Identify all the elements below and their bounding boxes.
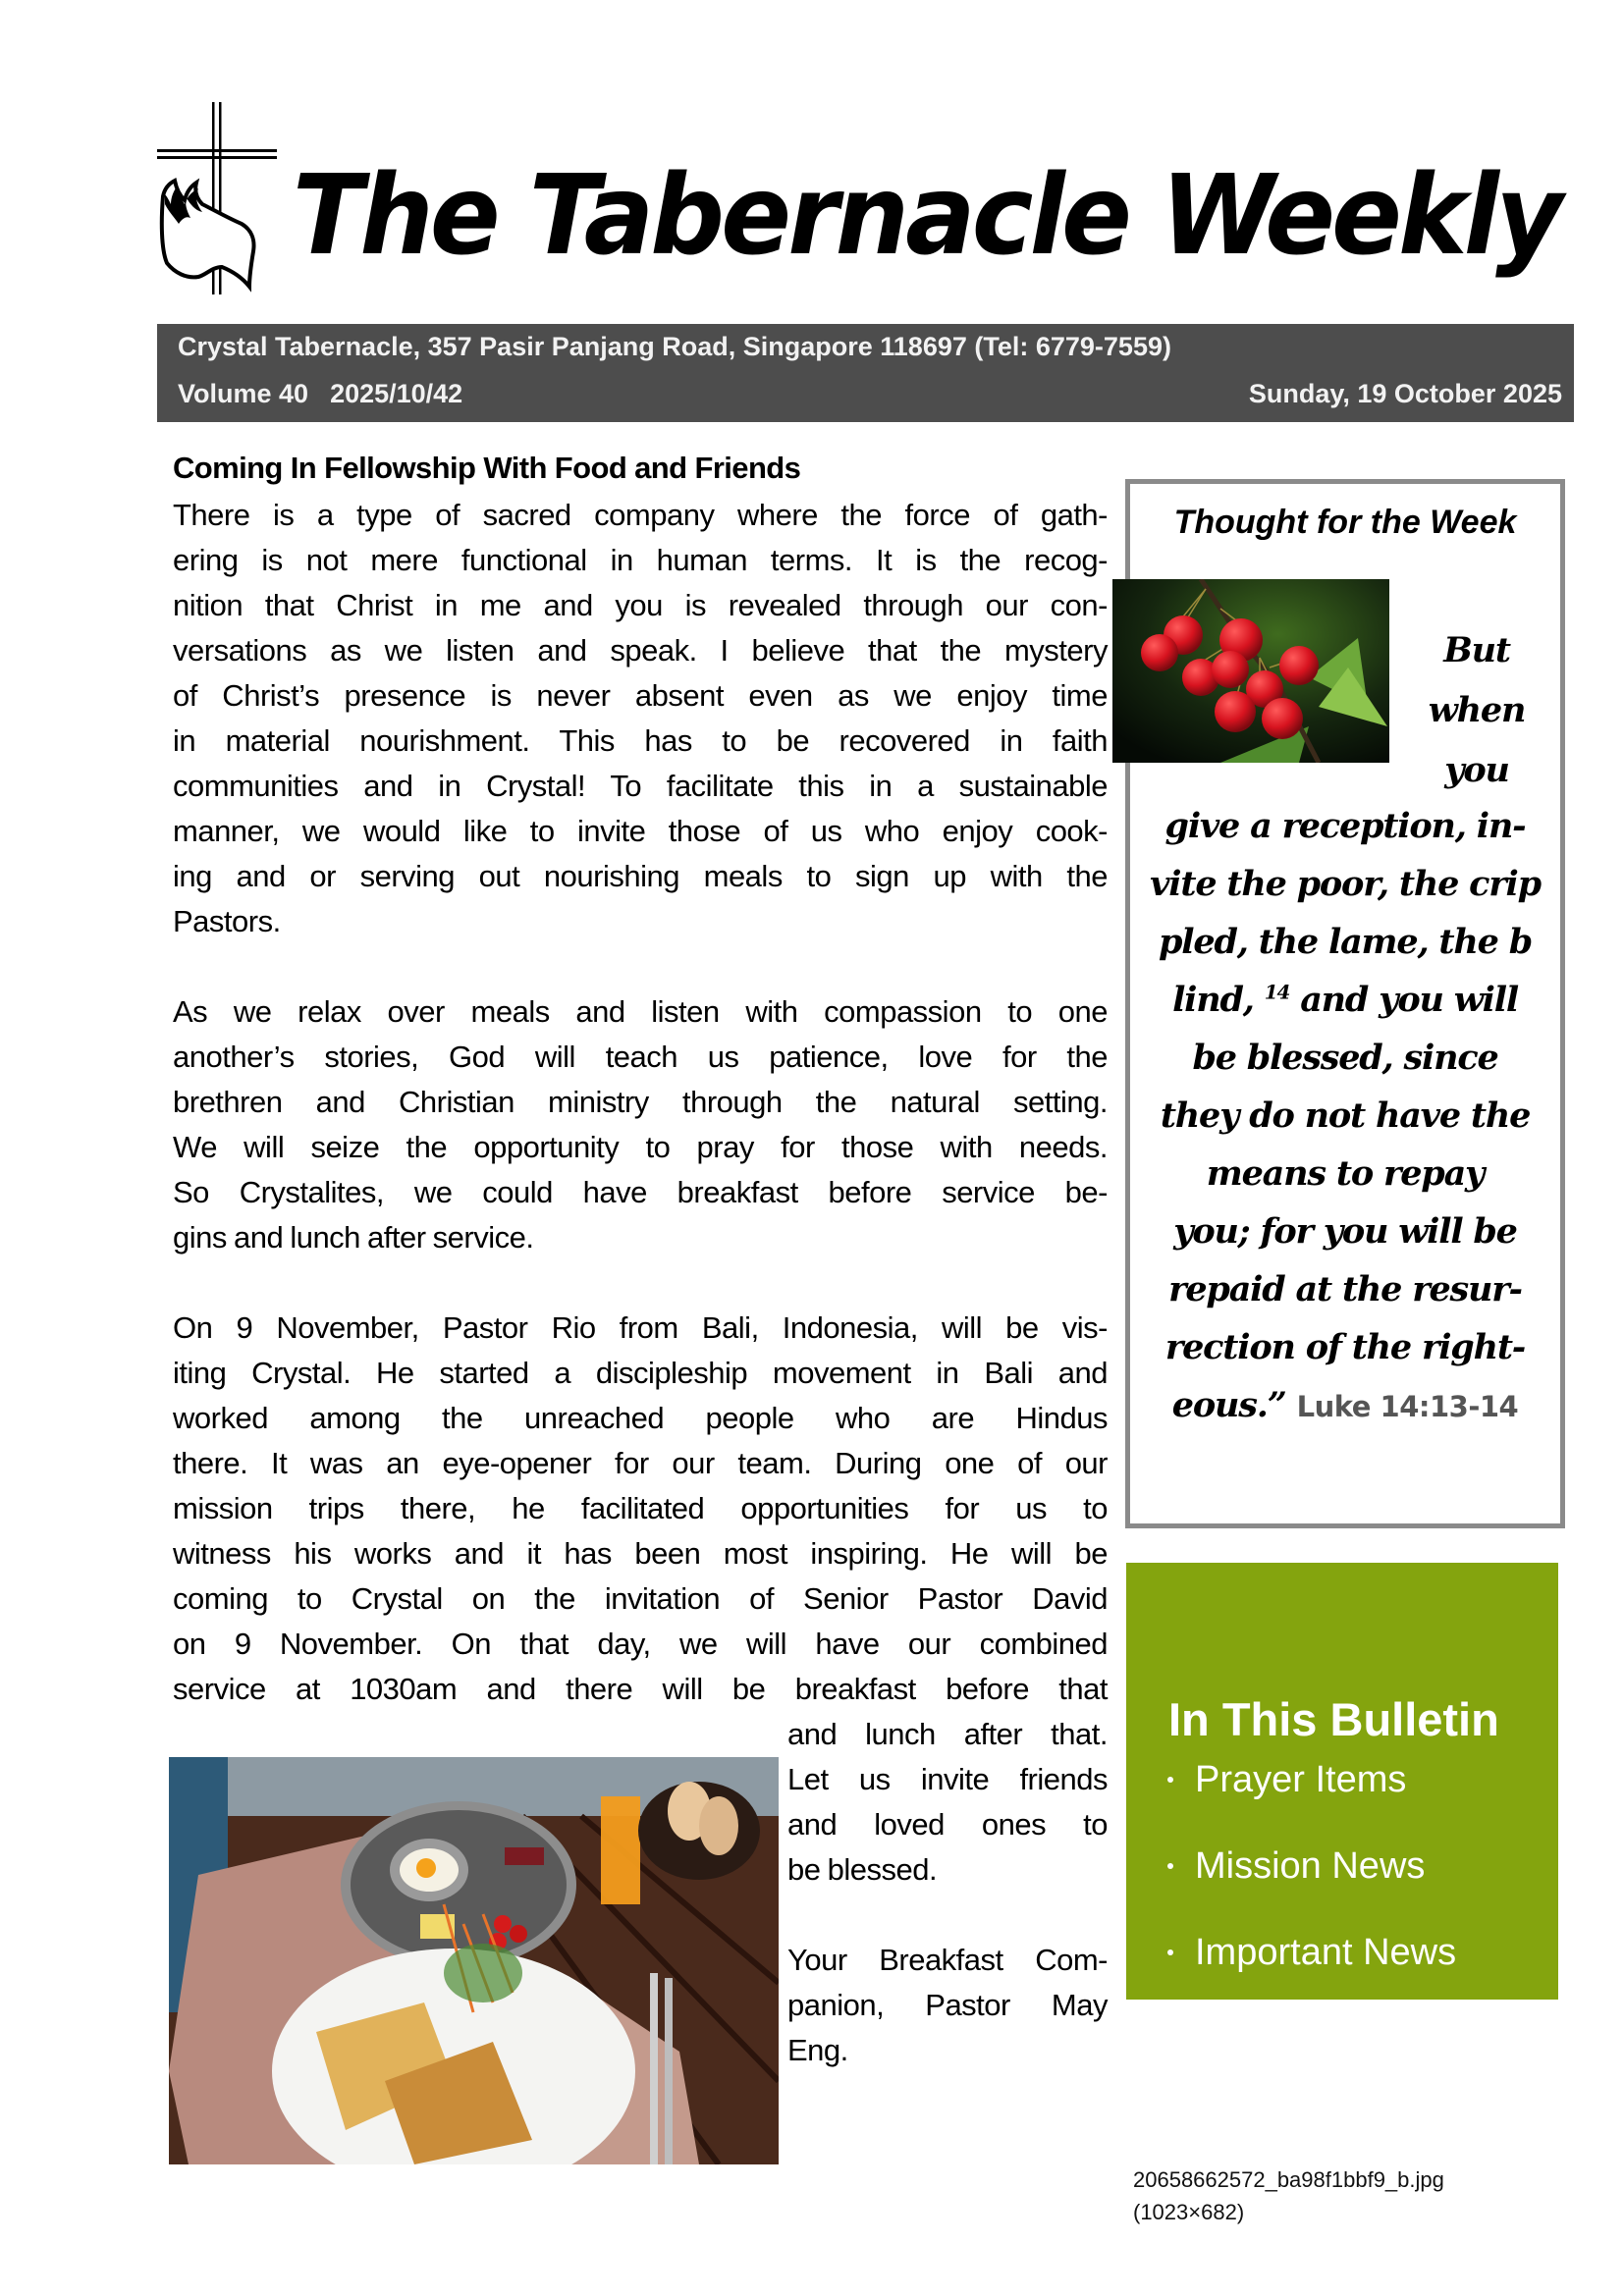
signature-line: Your Breakfast Com- <box>787 1943 1108 1977</box>
article-line: worked among the unreached people who are Hindus <box>173 1401 1108 1435</box>
article-line: versations as we listen and speak. I believe that the mystery <box>173 633 1108 667</box>
bulletin-title: In This Bulletin <box>1168 1693 1499 1745</box>
article-line: service at 1030am and there will be breakfast before that <box>173 1672 1108 1706</box>
article-line: communities and in Crystal! To facilitate this in a sustainable <box>173 769 1108 803</box>
bullet-icon <box>1167 1949 1173 1955</box>
verse-line: be blessed, since <box>1192 1038 1498 1078</box>
verse-text: lind, <box>1172 980 1254 1020</box>
signature-line: Eng. <box>787 2033 848 2067</box>
verse-text: eous.” <box>1171 1385 1286 1425</box>
article-line: So Crystalites, we could have breakfast before service be- <box>173 1175 1108 1209</box>
article-line: in material nourishment. This has to be recovered in faith <box>173 723 1108 758</box>
image-caption <box>1133 2163 1444 2228</box>
article-line: another’s stories, God will teach us patience, love for the <box>173 1040 1108 1074</box>
article-line: and lunch after that. <box>787 1717 1108 1751</box>
verse-line: But <box>1443 630 1510 670</box>
article-line: of Christ’s presence is never absent even as we enjoy time <box>173 678 1108 713</box>
bulletin-item-label: Prayer Items <box>1195 1759 1407 1800</box>
red-cherries-photo <box>1112 579 1389 763</box>
article-line: coming to Crystal on the invitation of Senior Pastor David <box>173 1581 1108 1616</box>
verse-reference: Luke 14:13-14 <box>1296 1390 1519 1423</box>
bulletin-item-prayer-items[interactable] <box>1167 1757 1406 1802</box>
article-line: manner, we would like to invite those of us who enjoy cook- <box>173 814 1108 848</box>
article-line: on 9 November. On that day, we will have our combined <box>173 1627 1108 1661</box>
volume-label: Volume 40 <box>178 379 309 408</box>
verse-line: they do not have the <box>1160 1095 1531 1136</box>
thought-heading: Thought for the Week <box>1173 504 1517 541</box>
issue-date: Sunday, 19 October 2025 <box>1248 379 1562 408</box>
article-line: mission trips there, he facilitated opportunities for us to <box>173 1491 1108 1525</box>
article-line: We will seize the opportunity to pray for those with needs. <box>173 1130 1108 1164</box>
verse-line <box>1135 1376 1555 1436</box>
verse-line: pled, the lame, the b <box>1159 922 1532 962</box>
verse-line <box>1135 971 1555 1029</box>
article-line: There is a type of sacred company where the force of gath- <box>173 498 1108 532</box>
verse-line: means to repay <box>1206 1153 1485 1194</box>
article-line: brethren and Christian ministry through the natural setting. <box>173 1085 1108 1119</box>
cross-with-dove-flame-icon <box>157 102 277 294</box>
article-line: Let us invite friends <box>787 1762 1108 1796</box>
verse-line: vite the poor, the crip <box>1150 864 1541 904</box>
article-line: gins and lunch after service. <box>173 1220 534 1255</box>
bullet-icon <box>1167 1777 1173 1783</box>
bulletin-item-label: Mission News <box>1195 1845 1426 1887</box>
article-line: ing and or serving out nourishing meals to sign up with the <box>173 859 1108 893</box>
issue-number: 2025/10/42 <box>330 379 463 408</box>
article-line: be blessed. <box>787 1852 938 1887</box>
newsletter-title: The Tabernacle Weekly <box>293 152 1560 280</box>
article-line: ering is not mere functional in human terms. It is the recog- <box>173 543 1108 577</box>
article-line: Pastors. <box>173 904 281 938</box>
church-address: Crystal Tabernacle, 357 Pasir Panjang Road, Singapore 118697 (Tel: 6779-7559) <box>178 332 1171 361</box>
article-heading: Coming In Fellowship With Food and Friends <box>173 451 801 485</box>
article-line: there. It was an eye-opener for our team. During one of our <box>173 1446 1108 1480</box>
article-line: witness his works and it has been most inspiring. He will be <box>173 1536 1108 1571</box>
verse-text: and you will <box>1300 980 1518 1020</box>
bulletin-item-label: Important News <box>1195 1932 1457 1973</box>
verse-line: when <box>1428 690 1526 730</box>
signature-line: panion, Pastor May <box>787 1988 1108 2022</box>
article-line: iting Crystal. He started a discipleship movement in Bali and <box>173 1356 1108 1390</box>
article-line: As we relax over meals and listen with compassion to one <box>173 994 1108 1029</box>
verse-line: rection of the right- <box>1164 1327 1526 1367</box>
verse-number: 14 <box>1264 980 1290 1004</box>
article-line: nition that Christ in me and you is revealed through our con- <box>173 588 1108 622</box>
verse-line: give a reception, in- <box>1164 806 1526 846</box>
article-line: On 9 November, Pastor Rio from Bali, Indonesia, will be vis- <box>173 1310 1108 1345</box>
in-this-bulletin-box <box>1126 1563 1558 2000</box>
bullet-icon <box>1167 1863 1173 1869</box>
info-bar <box>157 324 1574 422</box>
caption-filename: 20658662572_ba98f1bbf9_b.jpg <box>1133 2167 1444 2192</box>
verse-line: repaid at the resur- <box>1168 1269 1522 1309</box>
verse-line: you <box>1444 750 1509 790</box>
caption-dimensions: (1023×682) <box>1133 2200 1245 2224</box>
article-line: and loved ones to <box>787 1807 1108 1842</box>
breakfast-table-photo <box>169 1757 779 2164</box>
bulletin-item-mission-news[interactable] <box>1167 1843 1425 1889</box>
bulletin-item-important-news[interactable] <box>1167 1930 1456 1975</box>
verse-line: you; for you will be <box>1173 1211 1517 1252</box>
